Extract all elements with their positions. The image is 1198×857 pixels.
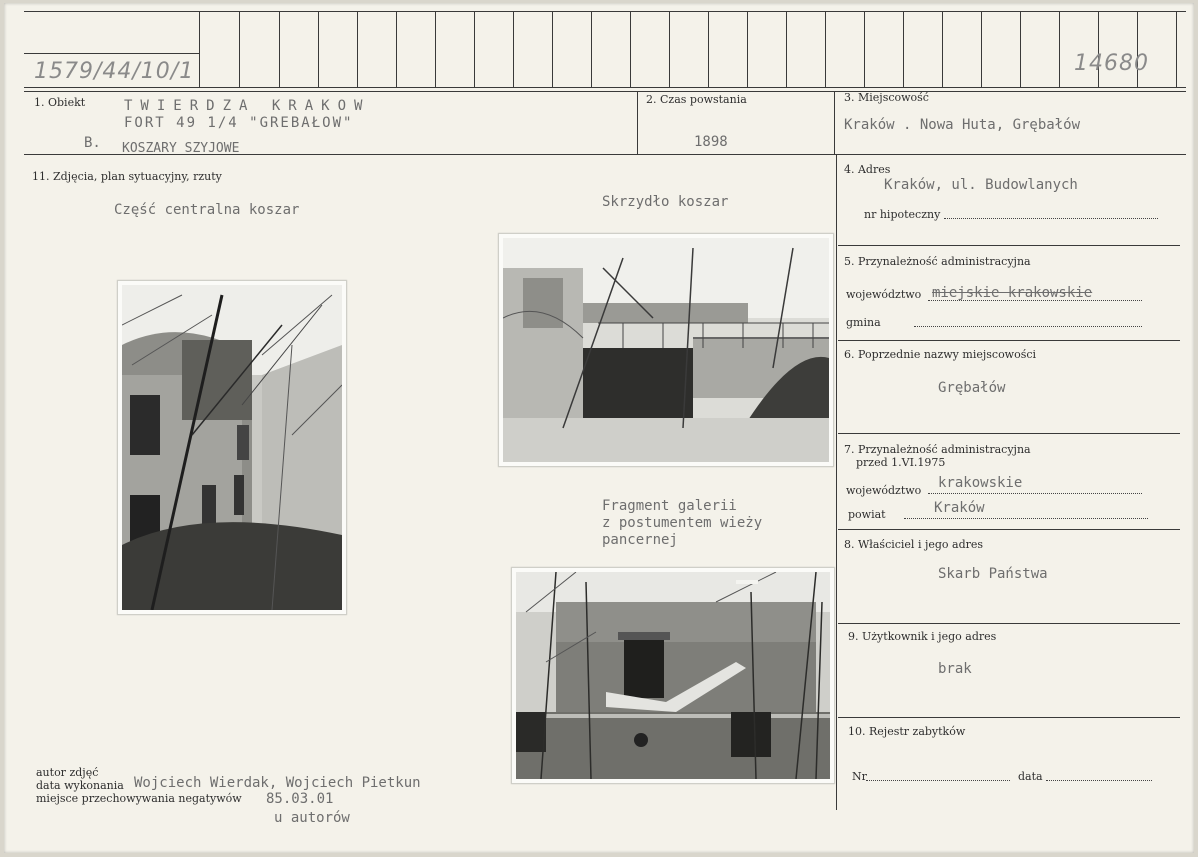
wojewodztwo75-label: województwo [846,484,922,497]
zdjecia-label: 11. Zdjęcia, plan sytuacyjny, rzuty [32,170,222,183]
header-grid-line [1059,11,1060,88]
wojewodztwo-label: województwo [846,288,922,301]
photo-3-caption-line-2: z postumentem wieży [602,515,763,531]
header-grid-line [239,11,240,88]
autor-value: Wojciech Wierdak, Wojciech Pietkun [134,775,421,791]
hipoteczny-field [944,218,1158,219]
section4-border [838,245,1180,246]
uzytkownik-label: 9. Użytkownik i jego adres [848,630,997,643]
wojewodztwo75-field [928,493,1142,494]
header-grid-line [552,11,553,88]
header-grid-line [669,11,670,88]
miejscowosc-value: Kraków . Nowa Huta, Grębałów [844,117,1081,133]
header-grid-line [591,11,592,88]
obiekt-prefix: B. [84,135,101,151]
right-column-divider [836,155,837,810]
section9-border [838,717,1180,718]
miejsce-value: u autorów [274,810,350,826]
header-grid-line [396,11,397,88]
row1-top-border [24,91,1186,92]
header-grid-line [357,11,358,88]
obiekt-line-1: TWIERDZA KRAKOW [124,98,371,114]
section7-border [838,529,1180,530]
header-grid-line [474,11,475,88]
header-grid-line [981,11,982,88]
data-wykonania-label: data wykonania [36,779,124,792]
powiat-field [904,518,1148,519]
adres-label: 4. Adres [844,163,891,176]
czas-label: 2. Czas powstania [646,93,747,106]
gmina-label: gmina [846,316,881,329]
data-field [1046,780,1152,781]
record-card [4,3,1194,853]
miejsce-label: miejsce przechowywania negatywów [36,792,242,805]
row1-divider-a [637,91,638,155]
obiekt-label: 1. Obiekt [34,96,86,109]
photo-gallery-fragment [511,567,835,784]
header-grid-line [1176,11,1177,88]
signature-number: 1579/44/10/1 [34,59,195,84]
section5-border [838,340,1180,341]
przynaleznosc75-label-1: 7. Przynależność administracyjna [844,443,1031,456]
powiat-value: Kraków [934,500,985,516]
wlasciciel-label: 8. Właściciel i jego adres [844,538,984,551]
row1-divider-b [834,91,835,155]
header-grid-line [1020,11,1021,88]
poprzednie-value: Grębałów [938,380,1006,396]
poprzednie-label: 6. Poprzednie nazwy miejscowości [844,348,1037,361]
top-box-divider [24,53,199,54]
photo-2-caption: Skrzydło koszar [602,194,729,210]
header-grid-line [708,11,709,88]
header-grid-line [825,11,826,88]
header-grid-line [513,11,514,88]
adres-value: Kraków, ul. Budowlanych [884,177,1078,193]
header-grid-line [786,11,787,88]
obiekt-sub: KOSZARY SZYJOWE [122,141,240,156]
section8-border [838,623,1180,624]
photo-barracks-wing [498,233,834,467]
nr-field [866,780,1010,781]
photo-3-caption-line-3: pancernej [602,532,678,548]
header-grid-line [279,11,280,88]
photo-1-caption: Część centralna koszar [114,202,300,218]
uzytkownik-value: brak [938,661,972,677]
obiekt-line-2: FORT 49 1/4 "GREBAŁOW" [124,115,354,131]
wojewodztwo75-value: krakowskie [938,475,1023,491]
header-grid-line [903,11,904,88]
data-value: 85.03.01 [266,791,334,807]
gmina-field [914,326,1142,327]
record-number: 14680 [1074,51,1149,76]
header-grid-line [318,11,319,88]
przynaleznosc75-label-2: przed 1.VI.1975 [856,456,946,469]
header-grid-line [630,11,631,88]
miejscowosc-label: 3. Miejscowość [844,91,929,104]
przynaleznosc-label: 5. Przynależność administracyjna [844,255,1031,268]
header-grid-line [199,11,200,88]
header-grid-line [1098,11,1099,88]
photo-central-barracks [117,280,347,615]
autor-label: autor zdjęć [36,766,99,779]
wojewodztwo-field [928,300,1142,301]
nr-label: Nr [852,770,867,783]
header-grid-line [747,11,748,88]
photo-3-caption-line-1: Fragment galerii [602,498,737,514]
hipoteczny-label: nr hipoteczny [864,208,941,221]
wojewodztwo-value: miejskie krakowskie [932,285,1093,301]
wlasciciel-value: Skarb Państwa [938,566,1048,582]
data-label: data [1018,770,1043,783]
header-grid-line [1137,11,1138,88]
rejestr-label: 10. Rejestr zabytków [848,725,966,738]
section6-border [838,433,1180,434]
header-grid-line [942,11,943,88]
czas-value: 1898 [694,134,728,150]
header-grid-line [864,11,865,88]
powiat-label: powiat [848,508,886,521]
header-grid-line [435,11,436,88]
